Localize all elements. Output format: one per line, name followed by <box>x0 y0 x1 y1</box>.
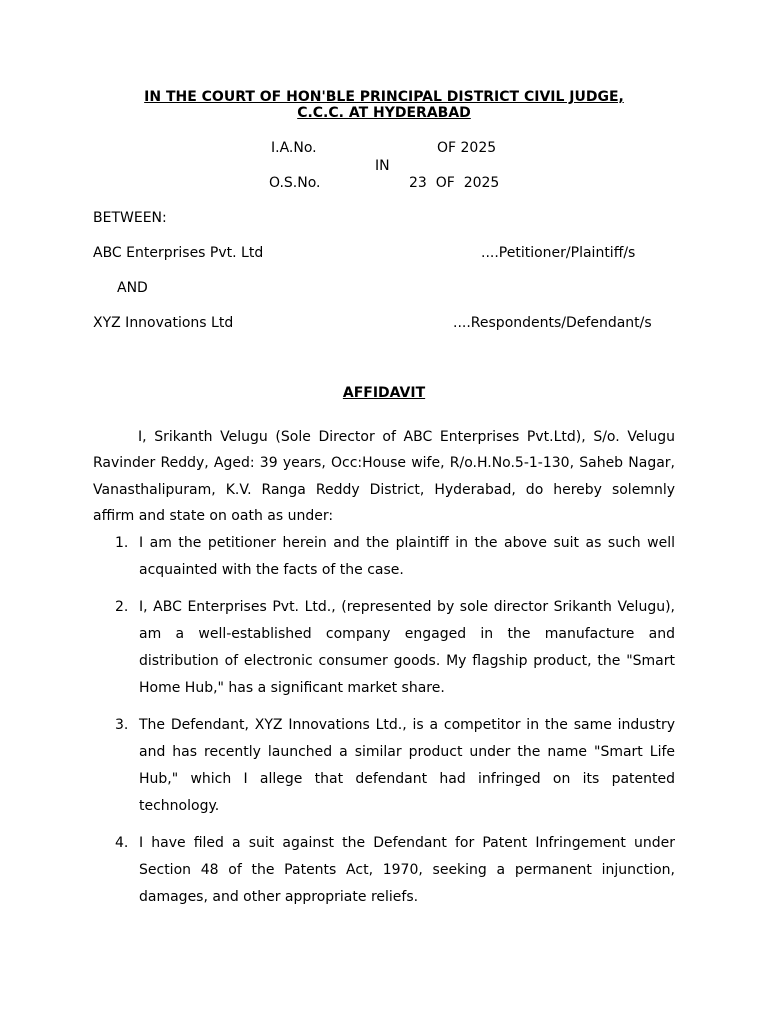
court-title-line-2: C.C.C. AT HYDERABAD <box>297 105 471 121</box>
petitioner-name: ABC Enterprises Pvt. Ltd <box>93 245 264 261</box>
list-item-number: 4. <box>115 835 129 851</box>
court-title-line-1: IN THE COURT OF HON'BLE PRINCIPAL DISTRICT CIVIL JUDGE, <box>144 89 624 105</box>
respondent-name: XYZ Innovations Ltd <box>93 315 234 331</box>
list-item-text: I, ABC Enterprises Pvt. Ltd., (represented by sole director Srikanth Velugu), am a well-established company engaged in the manufacture and distribution of electronic consumer goods. My flagship product, the "Smart Home Hub," has a significant market share. <box>139 599 675 696</box>
list-item-number: 1. <box>115 535 129 551</box>
list-item-text: The Defendant, XYZ Innovations Ltd., is a competitor in the same industry and has recently launched a similar product under the name "Smart Life Hub," which I allege that defendant had infringed on its patented technology. <box>139 717 675 814</box>
list-item <box>93 594 675 702</box>
affidavit-intro <box>93 424 675 529</box>
list-item-text: I have filed a suit against the Defendant for Patent Infringement under Section 48 of the Patents Act, 1970, seeking a permanent injunction, damages, and other appropriate reliefs. <box>139 835 675 905</box>
os-number-label: O.S.No. <box>269 175 321 191</box>
ia-number-value: OF 2025 <box>437 140 497 156</box>
respondent-role: ....Respondents/Defendant/s <box>453 315 652 331</box>
list-item <box>93 530 675 584</box>
affidavit-points-list <box>93 530 675 921</box>
list-item-number: 2. <box>115 599 129 615</box>
in-label: IN <box>375 158 390 174</box>
between-label: BETWEEN: <box>93 210 167 226</box>
list-item-text: I am the petitioner herein and the plaintiff in the above suit as such well acquainted with the facts of the case. <box>139 535 675 578</box>
list-item <box>93 712 675 820</box>
petitioner-role: ....Petitioner/Plaintiff/s <box>481 245 636 261</box>
list-item <box>93 830 675 911</box>
list-item-number: 3. <box>115 717 129 733</box>
and-label: AND <box>117 280 148 296</box>
ia-number-label: I.A.No. <box>271 140 317 156</box>
os-number-value: 23 OF 2025 <box>409 175 500 191</box>
affidavit-intro-text: I, Srikanth Velugu (Sole Director of ABC Enterprises Pvt.Ltd), S/o. Velugu Ravinder Reddy, Aged: 39 years, Occ:House wife, R/o.H.No.5-1-130, Saheb Nagar, Vanasthalipuram, K.V. Ranga Reddy District, Hyderabad, do hereby solemnly affirm and state on oath as under: <box>93 429 675 524</box>
affidavit-heading: AFFIDAVIT <box>342 385 426 401</box>
